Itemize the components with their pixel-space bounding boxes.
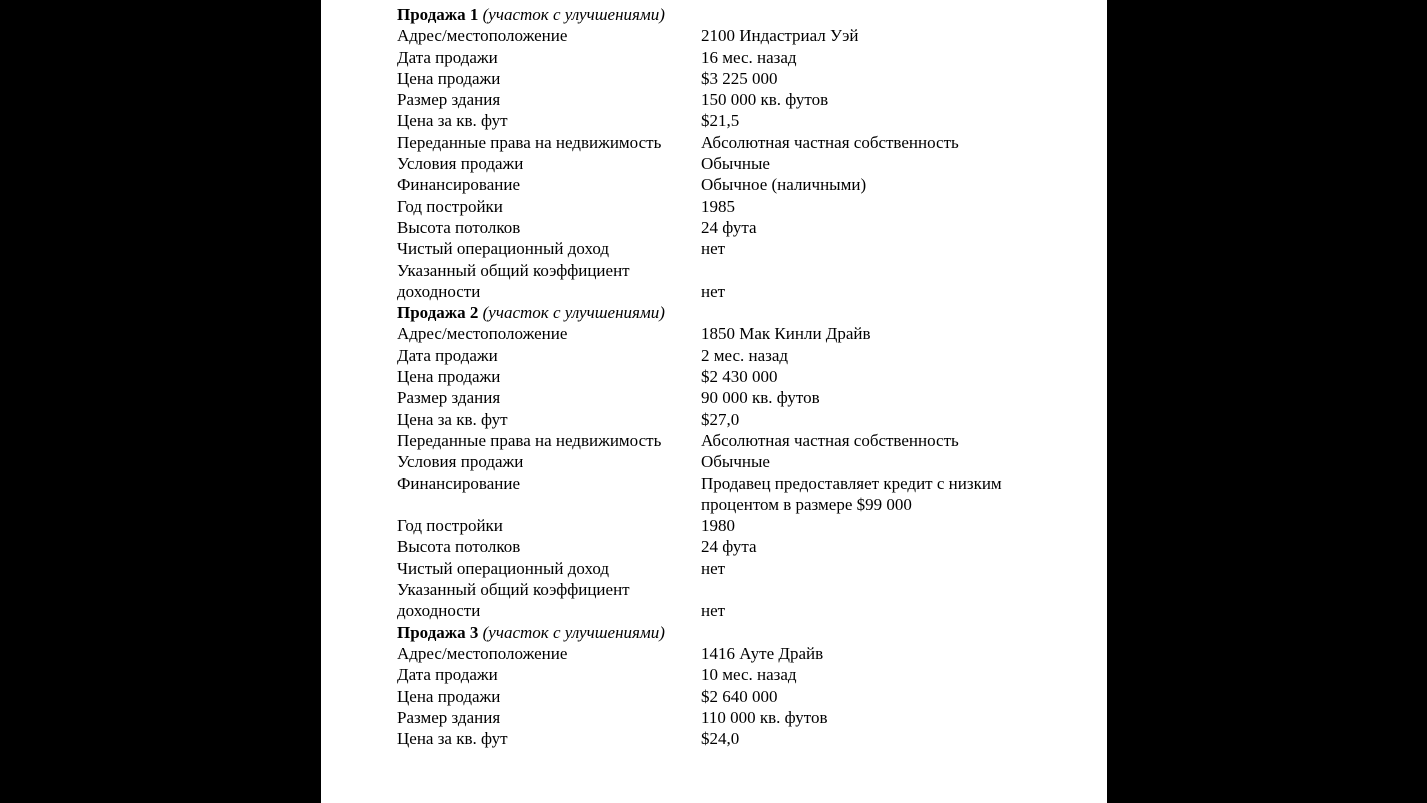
property-label: Чистый операционный доход bbox=[397, 239, 609, 259]
property-label: Дата продажи bbox=[397, 345, 498, 365]
property-row bbox=[397, 68, 1077, 89]
property-label: Условия продажи bbox=[397, 154, 524, 174]
sale-subtitle: (участок с улучшениями) bbox=[482, 622, 665, 642]
property-row bbox=[397, 451, 1077, 472]
property-label: Указанный общий коэффициент доходности bbox=[397, 580, 630, 621]
property-row bbox=[397, 196, 1077, 217]
sale-section bbox=[397, 622, 1077, 750]
property-value: 16 мес. назад bbox=[701, 47, 797, 67]
sale-title: Продажа 2 bbox=[397, 303, 479, 323]
property-label: Высота потолков bbox=[397, 217, 521, 237]
property-row bbox=[397, 686, 1077, 707]
property-row bbox=[397, 430, 1077, 451]
property-label: Финансирование bbox=[397, 473, 521, 493]
property-value: $21,5 bbox=[701, 111, 740, 131]
property-label: Цена за кв. фут bbox=[397, 729, 508, 749]
property-value: 110 000 кв. футов bbox=[701, 707, 828, 727]
sale-section bbox=[397, 302, 1077, 621]
property-value: 1416 Ауте Драйв bbox=[701, 643, 824, 663]
property-value: Обычные bbox=[701, 154, 770, 174]
property-row bbox=[397, 238, 1077, 259]
property-value: 150 000 кв. футов bbox=[701, 90, 829, 110]
property-row bbox=[397, 25, 1077, 46]
property-row bbox=[397, 132, 1077, 153]
property-row bbox=[397, 174, 1077, 195]
property-row bbox=[397, 366, 1077, 387]
property-label: Цена за кв. фут bbox=[397, 111, 508, 131]
property-value: нет bbox=[701, 239, 726, 259]
property-label: Адрес/местоположение bbox=[397, 643, 568, 663]
property-value: $27,0 bbox=[701, 409, 740, 429]
property-value: 1980 bbox=[701, 516, 735, 536]
property-row bbox=[397, 579, 1077, 622]
property-row bbox=[397, 387, 1077, 408]
sale-heading bbox=[397, 4, 1077, 25]
property-label: Цена продажи bbox=[397, 686, 501, 706]
property-row bbox=[397, 643, 1077, 664]
document-page bbox=[321, 0, 1107, 803]
property-row bbox=[397, 47, 1077, 68]
property-row bbox=[397, 153, 1077, 174]
property-value: 10 мес. назад bbox=[701, 665, 797, 685]
property-label: Год постройки bbox=[397, 516, 503, 536]
property-row bbox=[397, 323, 1077, 344]
property-label: Высота потолков bbox=[397, 537, 521, 557]
sale-title: Продажа 1 bbox=[397, 5, 479, 24]
property-row bbox=[397, 260, 1077, 303]
property-row bbox=[397, 473, 1077, 516]
sale-title: Продажа 3 bbox=[397, 622, 479, 642]
property-value: $2 430 000 bbox=[701, 367, 778, 387]
property-row bbox=[397, 110, 1077, 131]
property-label: Цена продажи bbox=[397, 367, 501, 387]
property-value: нет bbox=[701, 558, 726, 578]
property-row bbox=[397, 664, 1077, 685]
property-label: Дата продажи bbox=[397, 665, 498, 685]
property-label: Цена продажи bbox=[397, 68, 501, 88]
property-value: 1985 bbox=[701, 196, 735, 216]
sale-heading bbox=[397, 302, 1077, 323]
property-label: Переданные права на недвижимость bbox=[397, 132, 662, 152]
property-value: 90 000 кв. футов bbox=[701, 388, 820, 408]
property-label: Размер здания bbox=[397, 707, 501, 727]
property-label: Финансирование bbox=[397, 175, 521, 195]
property-row bbox=[397, 345, 1077, 366]
property-label: Условия продажи bbox=[397, 452, 524, 472]
property-label: Год постройки bbox=[397, 196, 503, 216]
sale-subtitle: (участок с улучшениями) bbox=[482, 5, 665, 24]
sale-section bbox=[397, 4, 1077, 302]
property-value: $3 225 000 bbox=[701, 68, 778, 88]
property-value: Продавец предоставляет кредит с низким процентом в размере $99 000 bbox=[701, 473, 1002, 514]
property-label: Переданные права на недвижимость bbox=[397, 430, 662, 450]
sale-heading bbox=[397, 622, 1077, 643]
property-value: Абсолютная частная собственность bbox=[701, 132, 959, 152]
property-value: 24 фута bbox=[701, 537, 757, 557]
property-row bbox=[397, 89, 1077, 110]
sales-list bbox=[397, 4, 1077, 749]
property-row bbox=[397, 409, 1077, 430]
property-label: Размер здания bbox=[397, 90, 501, 110]
property-value: 1850 Мак Кинли Драйв bbox=[701, 324, 871, 344]
property-value: Обычное (наличными) bbox=[701, 175, 867, 195]
property-value: 2 мес. назад bbox=[701, 345, 789, 365]
property-value: Абсолютная частная собственность bbox=[701, 430, 959, 450]
property-label: Указанный общий коэффициент доходности bbox=[397, 260, 630, 301]
property-label: Адрес/местоположение bbox=[397, 324, 568, 344]
property-value: нет bbox=[701, 281, 726, 301]
property-row bbox=[397, 515, 1077, 536]
property-label: Дата продажи bbox=[397, 47, 498, 67]
sale-subtitle: (участок с улучшениями) bbox=[482, 303, 665, 323]
property-value: 24 фута bbox=[701, 217, 757, 237]
property-label: Адрес/местоположение bbox=[397, 26, 568, 46]
property-row bbox=[397, 217, 1077, 238]
property-row bbox=[397, 558, 1077, 579]
property-row bbox=[397, 536, 1077, 557]
property-value: нет bbox=[701, 601, 726, 621]
property-label: Цена за кв. фут bbox=[397, 409, 508, 429]
property-value: $24,0 bbox=[701, 729, 740, 749]
property-value: Обычные bbox=[701, 452, 770, 472]
property-label: Размер здания bbox=[397, 388, 501, 408]
property-value: $2 640 000 bbox=[701, 686, 778, 706]
property-row bbox=[397, 728, 1077, 749]
property-label: Чистый операционный доход bbox=[397, 558, 609, 578]
property-row bbox=[397, 707, 1077, 728]
property-value: 2100 Индастриал Уэй bbox=[701, 26, 859, 46]
